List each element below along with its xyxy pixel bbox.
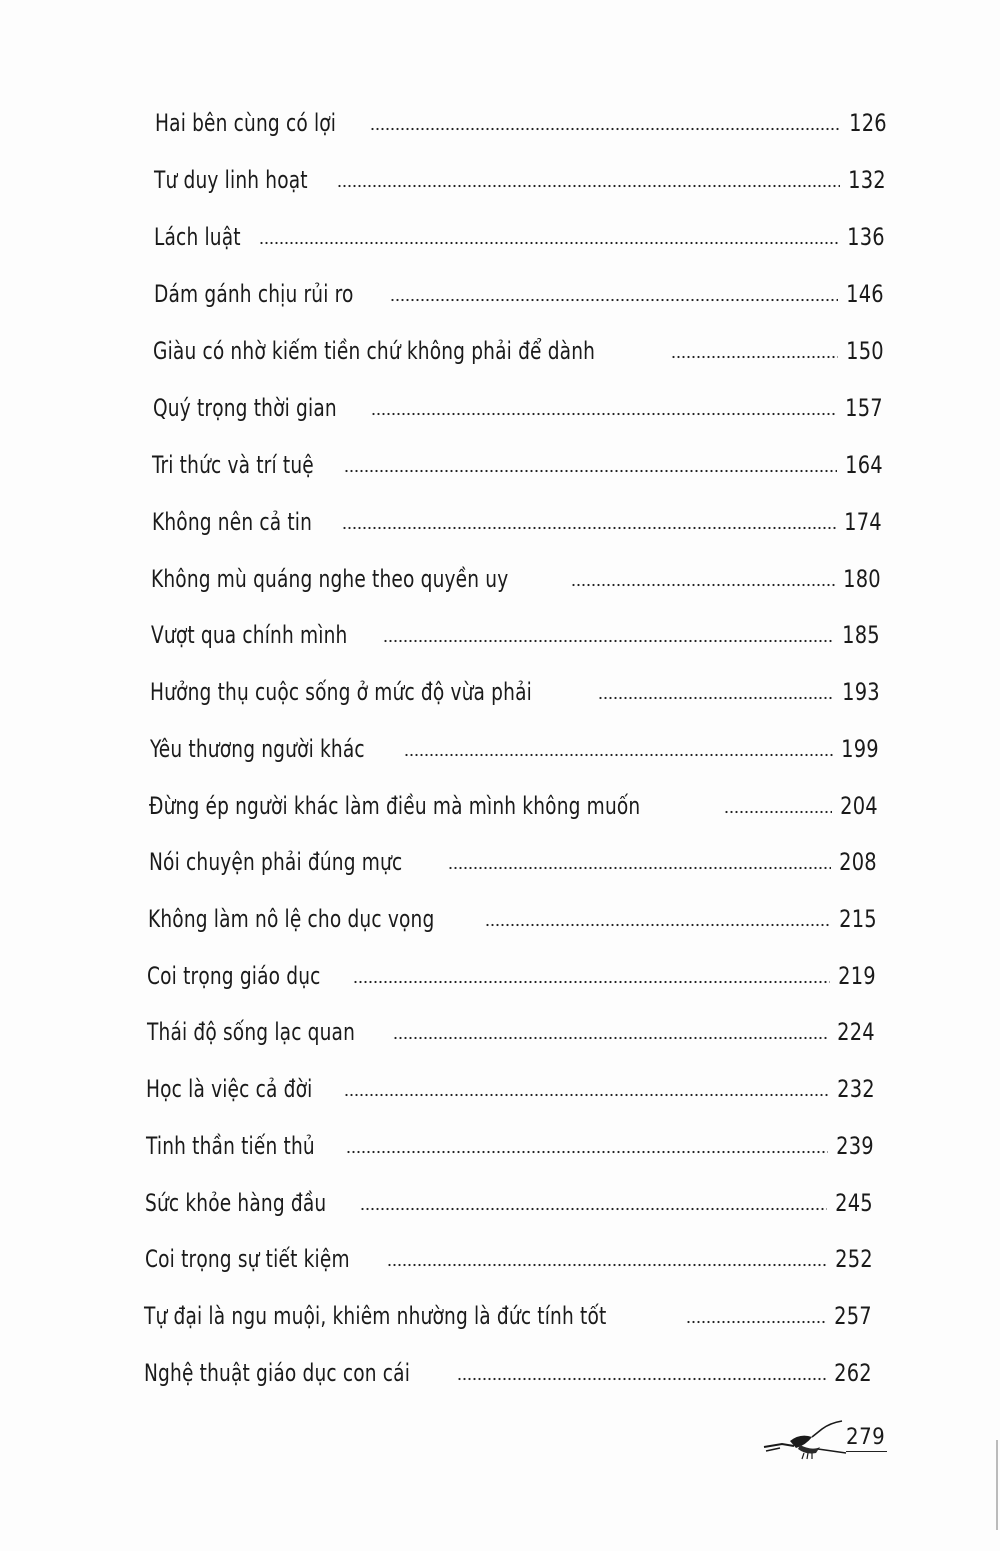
toc-entry-page: 208 bbox=[839, 848, 877, 876]
dot-leader bbox=[404, 753, 833, 757]
toc-entry bbox=[151, 609, 880, 649]
toc-entry-page: 215 bbox=[839, 905, 877, 933]
toc-entry-title: Nghệ thuật giáo dục con cái bbox=[144, 1359, 411, 1387]
toc-entry-page: 164 bbox=[845, 451, 883, 479]
toc-entry-title: Dám gánh chịu rủi ro bbox=[154, 280, 354, 308]
toc-entry-page: 136 bbox=[847, 223, 885, 251]
toc-entry bbox=[145, 1233, 873, 1273]
toc-entry-page: 193 bbox=[842, 678, 880, 706]
toc-entry-page: 252 bbox=[835, 1245, 873, 1273]
dot-leader bbox=[353, 980, 830, 984]
dot-leader bbox=[485, 923, 831, 927]
toc-entry-page: 146 bbox=[846, 280, 884, 308]
toc-entry bbox=[152, 496, 882, 536]
dot-leader bbox=[448, 866, 832, 870]
toc-entry-page: 257 bbox=[834, 1302, 872, 1330]
toc-entry-title: Học là việc cả đời bbox=[146, 1075, 313, 1103]
toc-entry-page: 126 bbox=[849, 109, 887, 137]
toc-entry-page: 157 bbox=[845, 394, 883, 422]
toc-entry-title: Nói chuyện phải đúng mực bbox=[149, 848, 403, 876]
toc-entry-title: Tinh thần tiến thủ bbox=[146, 1132, 315, 1160]
dot-leader bbox=[360, 1207, 827, 1211]
toc-entry-page: 199 bbox=[841, 735, 879, 763]
toc-entry-page: 180 bbox=[843, 565, 881, 593]
toc-entry-page: 185 bbox=[842, 621, 880, 649]
toc-entry-page: 239 bbox=[836, 1132, 874, 1160]
toc-entry bbox=[154, 211, 885, 251]
toc-entry-title: Lách luật bbox=[154, 223, 241, 251]
toc-entry bbox=[150, 723, 879, 763]
toc-entry bbox=[144, 1347, 872, 1387]
dot-leader bbox=[571, 583, 836, 587]
dot-leader bbox=[346, 1150, 828, 1154]
toc-entry-title: Tri thức và trí tuệ bbox=[152, 451, 314, 479]
toc-entry bbox=[153, 382, 883, 422]
toc-entry-page: 262 bbox=[834, 1359, 872, 1387]
toc-entry-title: Giàu có nhờ kiếm tiền chứ không phải để dành bbox=[153, 337, 596, 365]
dot-leader bbox=[259, 241, 839, 245]
toc-entry-title: Coi trọng sự tiết kiệm bbox=[145, 1245, 350, 1273]
toc-entry bbox=[153, 325, 884, 365]
toc-entry-page: 132 bbox=[848, 166, 886, 194]
toc-entry bbox=[150, 666, 880, 706]
toc-entry-title: Hưởng thụ cuộc sống ở mức độ vừa phải bbox=[150, 678, 532, 706]
toc-entry-title: Sức khỏe hàng đầu bbox=[145, 1189, 327, 1217]
toc-entry bbox=[154, 268, 884, 308]
toc-entry-page: 245 bbox=[835, 1189, 873, 1217]
dot-leader bbox=[344, 469, 837, 473]
page-footer bbox=[760, 1415, 900, 1465]
dot-leader bbox=[393, 1036, 829, 1040]
toc-entry bbox=[151, 553, 881, 593]
toc-entry bbox=[149, 780, 878, 820]
dot-leader bbox=[344, 1093, 830, 1097]
toc-entry-title: Quý trọng thời gian bbox=[153, 394, 337, 422]
page-number: 279 bbox=[846, 1425, 886, 1450]
toc-entry-title: Coi trọng giáo dục bbox=[147, 962, 321, 990]
toc-entry bbox=[147, 950, 876, 990]
toc-entry-page: 150 bbox=[846, 337, 884, 365]
toc-entry bbox=[155, 97, 887, 137]
bird-ornament-icon bbox=[760, 1415, 850, 1465]
toc-entry-title: Vượt qua chính mình bbox=[151, 621, 348, 649]
toc-entry bbox=[148, 893, 877, 933]
toc-entry-title: Không làm nô lệ cho dục vọng bbox=[148, 905, 435, 933]
scan-edge-mark bbox=[996, 1440, 998, 1530]
toc-entry bbox=[145, 1177, 873, 1217]
toc-entry-title: Đừng ép người khác làm điều mà mình không muốn bbox=[149, 792, 641, 820]
toc-entry-title: Không mù quáng nghe theo quyền uy bbox=[151, 565, 509, 593]
toc-entry-page: 224 bbox=[837, 1018, 875, 1046]
dot-leader bbox=[342, 526, 836, 530]
dot-leader bbox=[598, 696, 834, 700]
dot-leader bbox=[686, 1320, 826, 1324]
toc-entry-page: 232 bbox=[837, 1075, 875, 1103]
dot-leader bbox=[387, 1263, 827, 1267]
toc-entry-page: 219 bbox=[838, 962, 876, 990]
dot-leader bbox=[671, 355, 838, 359]
toc-entry bbox=[144, 1290, 872, 1330]
toc-entry bbox=[146, 1063, 875, 1103]
toc-entry-page: 204 bbox=[840, 792, 878, 820]
dot-leader bbox=[370, 127, 842, 131]
toc-entry-title: Thái độ sống lạc quan bbox=[147, 1018, 356, 1046]
toc-entry-title: Hai bên cùng có lợi bbox=[155, 109, 337, 137]
toc-entry bbox=[149, 836, 877, 876]
toc-entry bbox=[146, 1120, 874, 1160]
toc-entry bbox=[147, 1006, 875, 1046]
toc-entry-title: Tư duy linh hoạt bbox=[154, 166, 308, 194]
dot-leader bbox=[390, 298, 838, 302]
toc-entry bbox=[152, 439, 883, 479]
dot-leader bbox=[371, 412, 837, 416]
toc-entry-page: 174 bbox=[844, 508, 882, 536]
dot-leader bbox=[457, 1377, 826, 1381]
toc-entry-title: Không nên cả tin bbox=[152, 508, 313, 536]
dot-leader bbox=[383, 639, 834, 643]
toc-entry-title: Yêu thương người khác bbox=[150, 735, 365, 763]
toc-entry-title: Tự đại là ngu muội, khiêm nhường là đức tính tốt bbox=[144, 1302, 607, 1330]
dot-leader bbox=[724, 810, 832, 814]
dot-leader bbox=[337, 184, 840, 188]
toc-entry bbox=[154, 154, 886, 194]
